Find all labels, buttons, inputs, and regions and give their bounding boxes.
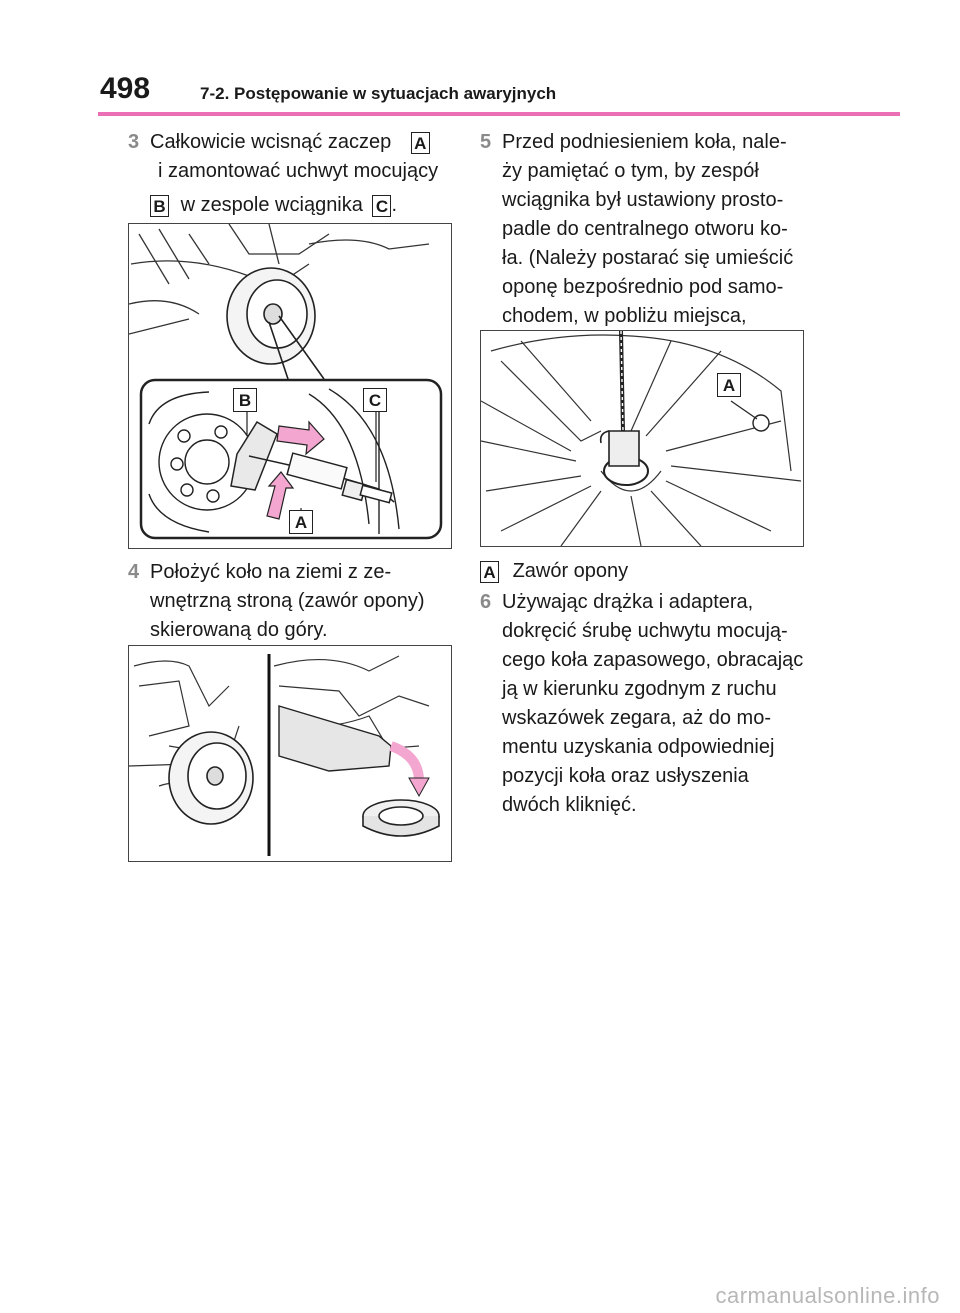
- step-5: [480, 128, 820, 360]
- step-line: padle do centralnego otworu ko-: [502, 218, 788, 240]
- label-box-a: A: [411, 132, 430, 154]
- wheel-center-illustration: [481, 331, 803, 546]
- step-line: B w zespole wciągnika C .: [150, 191, 450, 220]
- fig1-label-a: A: [289, 510, 313, 534]
- step-line: Całkowicie wcisnąć zaczep A: [150, 128, 450, 157]
- step-number: 4: [128, 561, 140, 583]
- figure-hoist-mounting: [128, 223, 452, 549]
- step-number: 6: [480, 591, 492, 613]
- label-box-c: C: [372, 195, 391, 217]
- step-line: dokręcić śrubę uchwytu mocują-: [502, 620, 788, 642]
- step-line: ją w kierunku zgodnym z ruchu: [502, 678, 777, 700]
- section-title: 7-2. Postępowanie w sytuacjach awaryjnych: [200, 84, 557, 103]
- caption-label-a: A: [480, 561, 499, 583]
- hoist-mounting-illustration: [129, 224, 451, 548]
- step-line: mentu uzyskania odpowiedniej: [502, 736, 775, 758]
- step-line: i zamontować uchwyt mocujący: [158, 160, 439, 182]
- valve-caption: A Zawór opony: [480, 557, 628, 585]
- step-3: [128, 128, 448, 218]
- figure-place-wheel: [128, 645, 452, 862]
- step-line: ła. (Należy postarać się umieścić: [502, 247, 794, 269]
- label-box-b: B: [150, 195, 169, 217]
- figure-wheel-center: [480, 330, 804, 547]
- step-line: Położyć koło na ziemi z ze-: [150, 561, 392, 583]
- step-4: [128, 558, 448, 648]
- step-line: wciągnika był ustawiony prosto-: [502, 189, 784, 211]
- step-line: pozycji koła oraz usłyszenia: [502, 765, 749, 787]
- step-line: Przed podniesieniem koła, nale-: [502, 131, 787, 153]
- step-6: [480, 588, 820, 820]
- fig1-label-c: C: [363, 388, 387, 412]
- step-line: cego koła zapasowego, obracając: [502, 649, 804, 671]
- step-line: wskazówek zegara, aż do mo-: [502, 707, 772, 729]
- fig3-label-a: A: [717, 373, 741, 397]
- step-line: Używając drążka i adaptera,: [502, 591, 754, 613]
- place-wheel-illustration: [129, 646, 451, 861]
- step-line: wnętrzną stroną (zawór opony): [150, 590, 425, 612]
- step-number: 5: [480, 131, 492, 153]
- step-line: oponę bezpośrednio pod samo-: [502, 276, 784, 298]
- step-line: chodem, w pobliżu miejsca,: [502, 305, 747, 327]
- step-line: skierowaną do góry.: [150, 619, 328, 641]
- fig1-label-b: B: [233, 388, 257, 412]
- step-number: 3: [128, 131, 140, 153]
- step-line: dwóch kliknięć.: [502, 794, 637, 816]
- page-number: 498: [100, 72, 151, 105]
- header-rule: [98, 112, 900, 116]
- footer-watermark: carmanualsonline.info: [715, 1283, 940, 1308]
- step-line: ży pamiętać o tym, by zespół: [502, 160, 759, 182]
